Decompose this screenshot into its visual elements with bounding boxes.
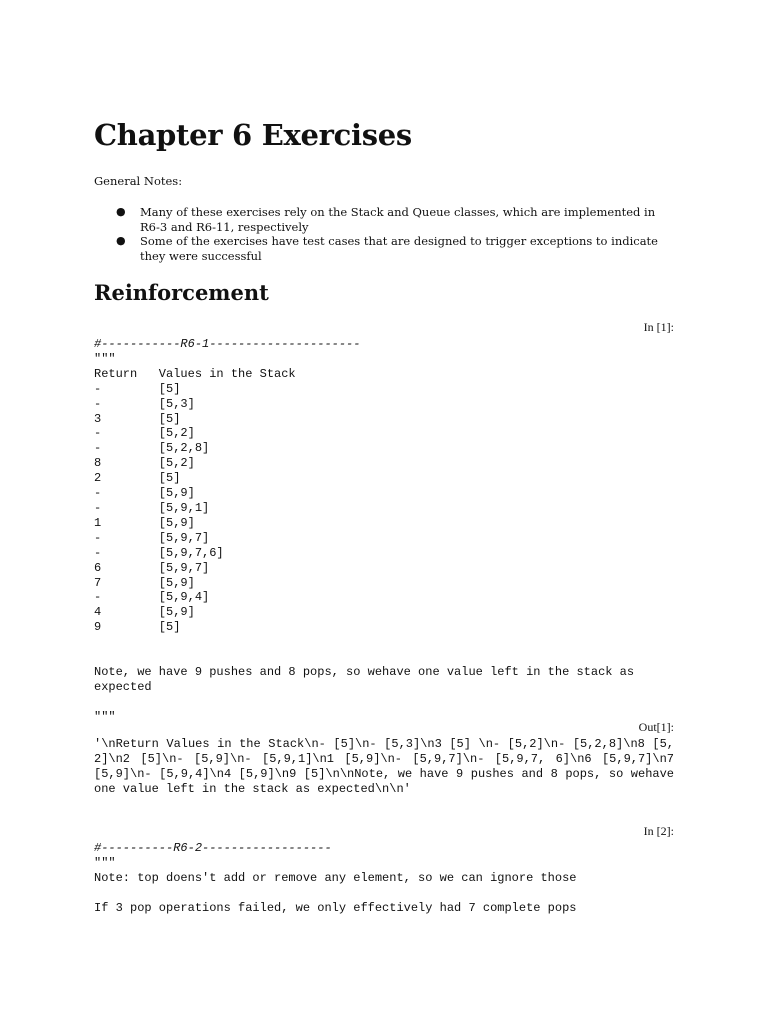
bullet-item [94,205,674,234]
code-line: 1 [5,9] [94,515,195,530]
code-line: - [5,2] [94,426,195,441]
input-prompt: In [1]: [643,320,674,334]
bullet-text: Many of these exercises rely on the Stack and Queue classes, which are implemented in R6-3 and R6-11, respectively [140,205,656,234]
code-line: 2 [5] [94,471,181,486]
code-line: 3 [5] [94,411,181,426]
code-line: 4 [5,9] [94,605,195,620]
code-line: - [5,9,7] [94,530,210,545]
code-body [94,352,634,724]
bullet-item [94,234,674,263]
chapter-title: Chapter 6 Exercises [94,118,412,152]
bullet-dot-icon: ● [116,205,126,218]
output-prompt: Out[1]: [638,720,674,734]
code-cell [94,841,674,916]
code-line: """ [94,855,116,870]
general-notes-label: General Notes: [94,174,183,188]
code-line: 6 [5,9,7] [94,560,210,575]
code-line: - [5,9,4] [94,590,210,605]
code-line: - [5,9,1] [94,500,210,515]
code-line: expected [94,679,152,694]
code-line: - [5] [94,381,181,396]
code-line: - [5,9] [94,486,195,501]
code-line: Return Values in the Stack [94,366,296,381]
output-text: '\nReturn Values in the Stack\n- [5]\n- [5,3]\n3 [5] \n- [5,2]\n- [5,2,8]\n8 [5,2]\n2 [5]\n- [5,9]\n- [5,9,1]\n1 [5,9]\n- [5,9,7]\n- [5,9,7, 6]\n6 [5,9,7]\n7 [5,9]\n- [5,9,4]\n4 [5,9]\n9 [5]\n\nNote, we have 9 pushes and 8 pops, so wehave one value left in the stack as expected\n\n' [94,737,674,796]
code-line: If 3 pop operations failed, we only effectively had 7 complete pops [94,900,577,915]
code-comment: #----------R6-2------------------ [94,841,332,855]
section-heading: Reinforcement [94,280,269,305]
code-line: 8 [5,2] [94,456,195,471]
notes-bullet-list [94,205,674,263]
code-line: 7 [5,9] [94,575,195,590]
code-line: """ [94,351,116,366]
code-line: - [5,2,8] [94,441,210,456]
bullet-dot-icon: ● [116,234,126,247]
code-line: - [5,9,7,6] [94,545,224,560]
code-line: Note: top doens't add or remove any element, so we can ignore those [94,870,577,885]
code-line: """ [94,709,116,724]
input-prompt: In [2]: [643,824,674,838]
code-comment: #-----------R6-1--------------------- [94,337,361,351]
code-body [94,856,576,915]
code-cell [94,337,674,725]
code-line: 9 [5] [94,620,181,635]
code-line: Note, we have 9 pushes and 8 pops, so wehave one value left in the stack as [94,664,635,679]
bullet-text: Some of the exercises have test cases that are designed to trigger exceptions to indicate they were successful [140,234,658,263]
code-line: - [5,3] [94,396,195,411]
